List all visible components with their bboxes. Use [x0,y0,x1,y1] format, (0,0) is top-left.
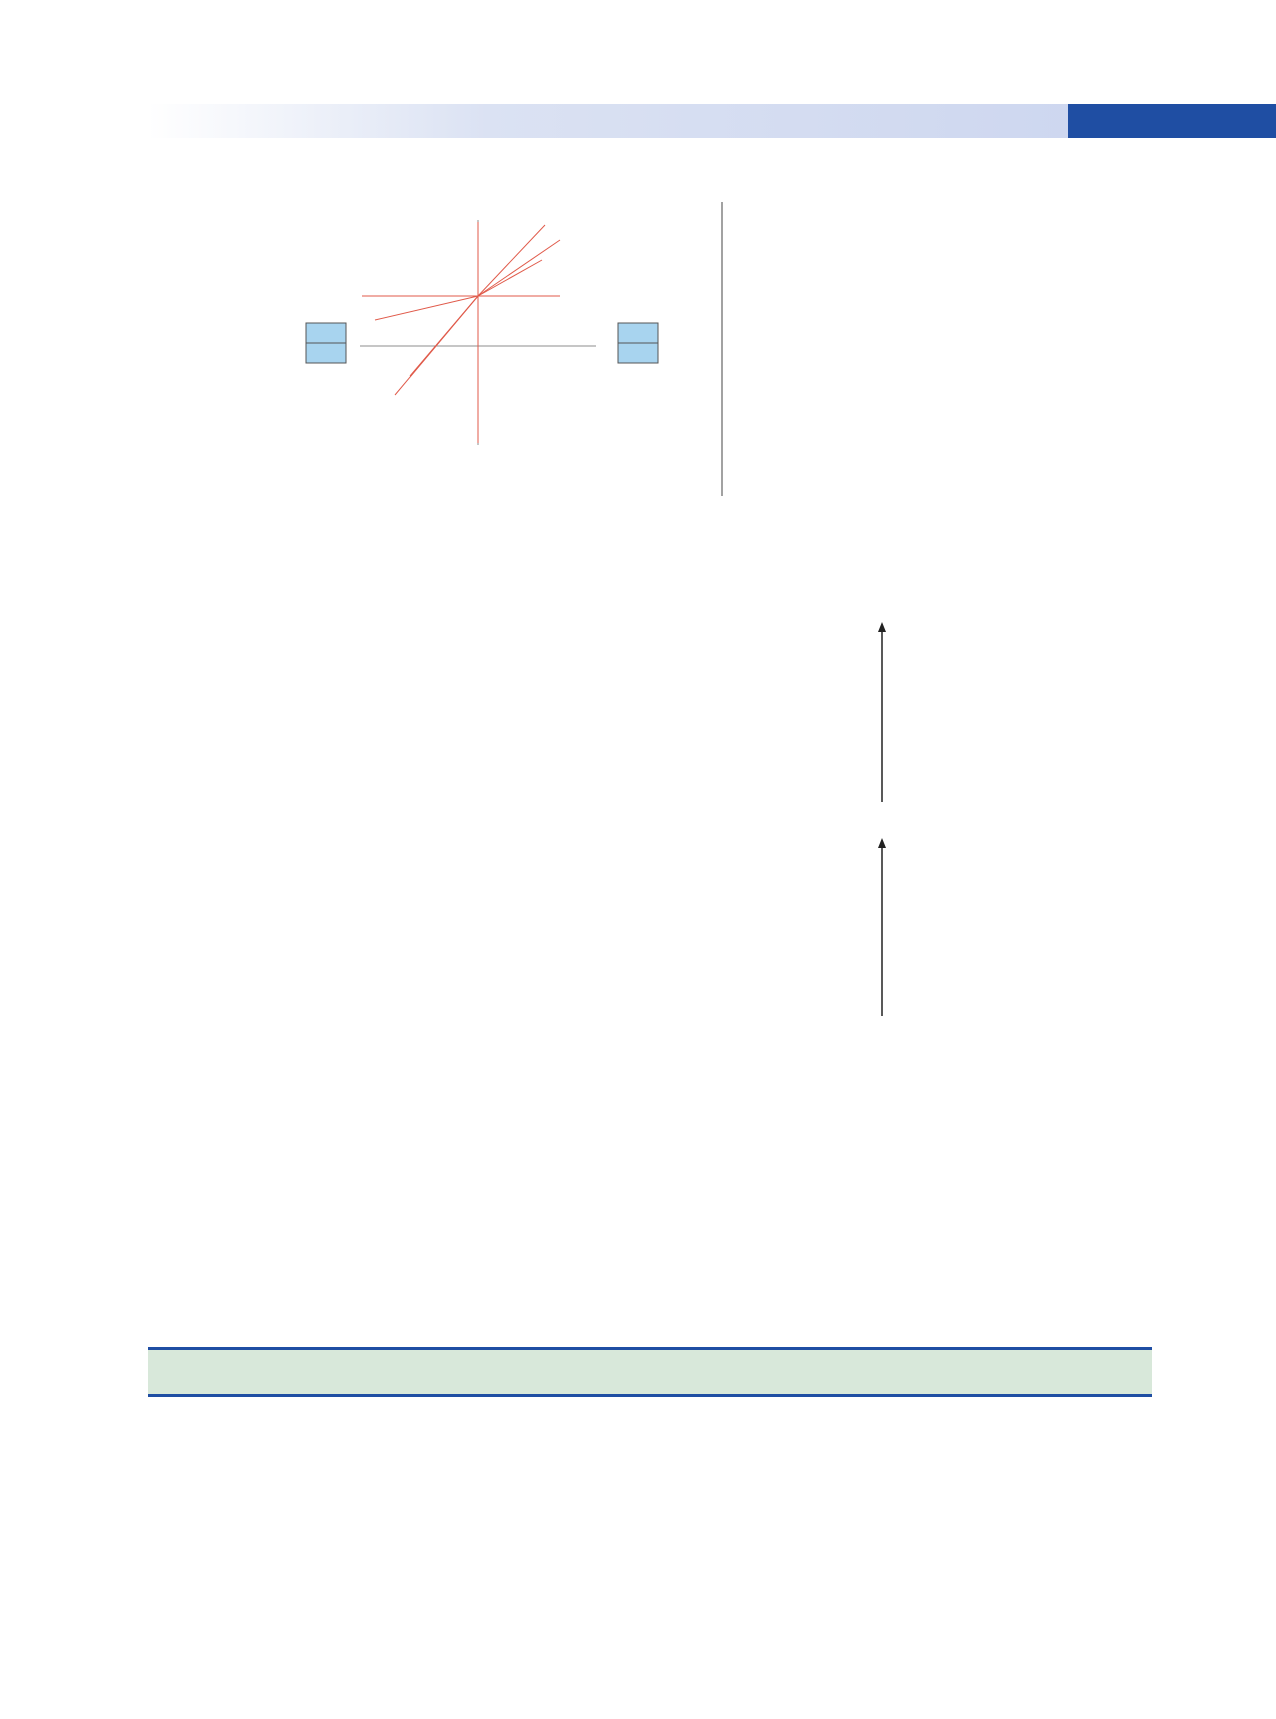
septa-diagram [370,596,950,1016]
table-header-cell [399,1349,650,1396]
caption-line-1 [148,1027,1152,1056]
arrowhead-b [878,838,886,848]
pmt-right-blocks [618,323,658,363]
pet-scanner-table [148,1347,1152,1397]
table-header-cell [148,1349,399,1396]
table-title [148,1313,162,1333]
detector-ring-diagram [290,160,670,530]
lines-of-response [360,220,596,445]
pmt-left-blocks [306,323,346,363]
table-header-row [148,1349,1152,1396]
figure-1-8-caption [148,534,158,563]
table-header-cell [901,1349,1152,1396]
arrowhead-a [878,622,886,632]
figure-1-9-caption [148,1027,1152,1056]
sinogram-chart [660,180,1000,520]
page-number-box [1068,104,1276,138]
table-header-cell [650,1349,901,1396]
